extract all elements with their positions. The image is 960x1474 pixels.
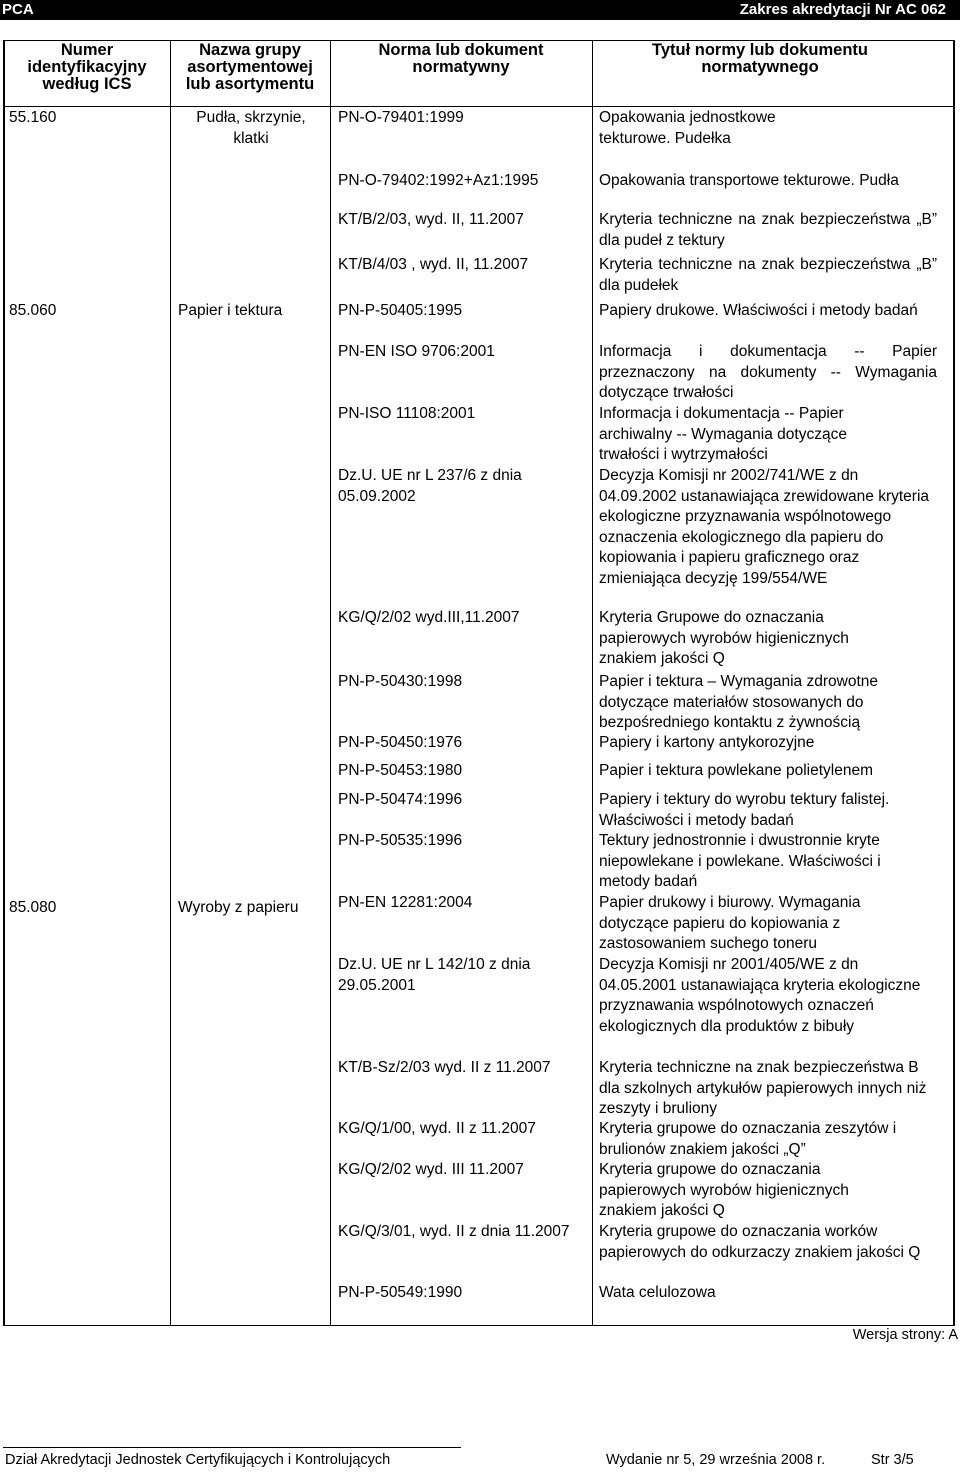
norm-doc: PN-EN ISO 9706:2001 [338, 343, 495, 360]
norm-title: Wata celulozowa [599, 1284, 716, 1301]
norm-doc: Dz.U. UE nr L 237/6 z dnia 05.09.2002 [338, 467, 522, 505]
norm-doc: PN-O-79401:1999 [338, 109, 464, 126]
norm-title: Kryteria grupowe do oznaczania worków papierowych do odkurzaczy znakiem jakości Q [599, 1223, 921, 1261]
norm-doc: KT/B/2/03, wyd. II, 11.2007 [338, 211, 524, 228]
norm-title: Kryteria Grupowe do oznaczania papierowych wyrobów higienicznych znakiem jakości Q [599, 609, 849, 667]
norm-doc: PN-P-50405:1995 [338, 302, 463, 319]
header-norm: Norma lub dokument normatywny [378, 41, 544, 76]
norm-title: Informacja i dokumentacja -- Papier przeznaczony na dokumenty -- Wymagania dotyczące trwałości [599, 343, 937, 401]
group-ics: 85.080 [9, 899, 57, 916]
norm-doc: KG/Q/3/01, wyd. II z dnia 11.2007 [338, 1223, 570, 1240]
norm-title: Decyzja Komisji nr 2001/405/WE z dn 04.05.2001 ustanawiająca kryteria ekologiczne przyznawania wspólnotowych oznaczeń ekologicznych dla produktów z bibuły [599, 956, 921, 1035]
norm-doc: PN-P-50474:1996 [338, 791, 463, 808]
norm-doc: KT/B-Sz/2/03 wyd. II z 11.2007 [338, 1059, 551, 1076]
norm-title: Papiery i tektury do wyrobu tektury falistej. Właściwości i metody badań [599, 791, 890, 829]
norm-title: Opakowania jednostkowe tekturowe. Pudełka [599, 109, 776, 147]
header-divider [3, 106, 955, 107]
top-bar-left: PCA [2, 1, 34, 18]
norm-doc: PN-P-50453:1980 [338, 762, 463, 779]
norm-title: Decyzja Komisji nr 2002/741/WE z dn 04.09.2002 ustanawiająca zrewidowane kryteria ekologiczne przyznawania wspólnotowego oznaczenia ekologicznego dla papieru do kopiowania i papieru graficznego oraz zmieniająca decyzję 199/554/WE [599, 467, 930, 587]
norm-title: Papiery drukowe. Właściwości i metody badań [599, 302, 918, 319]
column-divider [330, 40, 331, 1326]
norm-title: Informacja i dokumentacja -- Papier archiwalny -- Wymagania dotyczące trwałości i wytrzymałości [599, 405, 847, 463]
page-version: Wersja strony: A [852, 1327, 958, 1343]
column-divider [592, 40, 593, 1326]
group-name: Pudła, skrzynie, klatki [196, 109, 306, 147]
norm-doc: PN-P-50430:1998 [338, 673, 463, 690]
group-ics: 85.060 [9, 302, 57, 319]
norm-title: Kryteria techniczne na znak bezpieczeństwa „B” dla pudeł z tektury [599, 211, 937, 249]
header-group-name: Nazwa grupy asortymentowej lub asortymentu [185, 41, 315, 93]
norm-title: Papier i tektura powlekane polietylenem [599, 762, 873, 779]
norm-doc: PN-P-50549:1990 [338, 1284, 463, 1301]
norm-doc: PN-O-79402:1992+Az1:1995 [338, 172, 539, 189]
norm-doc: PN-EN 12281:2004 [338, 894, 473, 911]
footer-department: Dział Akredytacji Jednostek Certyfikujących i Kontrolujących [5, 1452, 391, 1468]
footer-edition: Wydanie nr 5, 29 września 2008 r. [606, 1452, 826, 1468]
norm-title: Kryteria techniczne na znak bezpieczeństwa „B” dla pudełek [599, 256, 937, 294]
top-bar-right: Zakres akredytacji Nr AC 062 [739, 1, 946, 18]
norm-title: Papier i tektura – Wymagania zdrowotne dotyczące materiałów stosowanych do bezpośredniego kontaktu z żywnością [599, 673, 878, 731]
group-ics: 55.160 [9, 109, 57, 126]
norm-doc: PN-P-50535:1996 [338, 832, 463, 849]
norm-doc: KG/Q/2/02 wyd.III,11.2007 [338, 609, 520, 626]
norm-title: Opakowania transportowe tekturowe. Pudła [599, 172, 899, 189]
column-divider [170, 40, 171, 1326]
norm-title: Papiery i kartony antykorozyjne [599, 734, 815, 751]
norm-doc: KG/Q/2/02 wyd. III 11.2007 [338, 1161, 524, 1178]
norm-doc: Dz.U. UE nr L 142/10 z dnia 29.05.2001 [338, 956, 531, 994]
group-name: Papier i tektura [178, 302, 283, 319]
header-title: Tytuł normy lub dokumentu normatywnego [651, 41, 869, 76]
footer-rule [3, 1447, 461, 1448]
header-ics: Numer identyfikacyjny według ICS [27, 41, 147, 93]
norm-title: Papier drukowy i biurowy. Wymagania dotyczące papieru do kopiowania z zastosowaniem suchego toneru [599, 894, 861, 952]
norm-doc: KT/B/4/03 , wyd. II, 11.2007 [338, 256, 529, 273]
footer-page-number: Str 3/5 [871, 1452, 914, 1468]
group-name: Wyroby z papieru [178, 899, 299, 916]
norm-doc: PN-P-50450:1976 [338, 734, 463, 751]
top-bar [0, 0, 960, 20]
norm-doc: PN-ISO 11108:2001 [338, 405, 476, 422]
norm-title: Tektury jednostronnie i dwustronnie kryte niepowlekane i powlekane. Właściwości i metody badań [599, 832, 881, 890]
norm-doc: KG/Q/1/00, wyd. II z 11.2007 [338, 1120, 536, 1137]
norm-title: Kryteria grupowe do oznaczania papierowych wyrobów higienicznych znakiem jakości Q [599, 1161, 849, 1219]
norm-title: Kryteria techniczne na znak bezpieczeństwa B dla szkolnych artykułów papierowych innych niż zeszyty i bruliony [599, 1059, 927, 1117]
norm-title: Kryteria grupowe do oznaczania zeszytów i brulionów znakiem jakości „Q” [599, 1120, 897, 1158]
